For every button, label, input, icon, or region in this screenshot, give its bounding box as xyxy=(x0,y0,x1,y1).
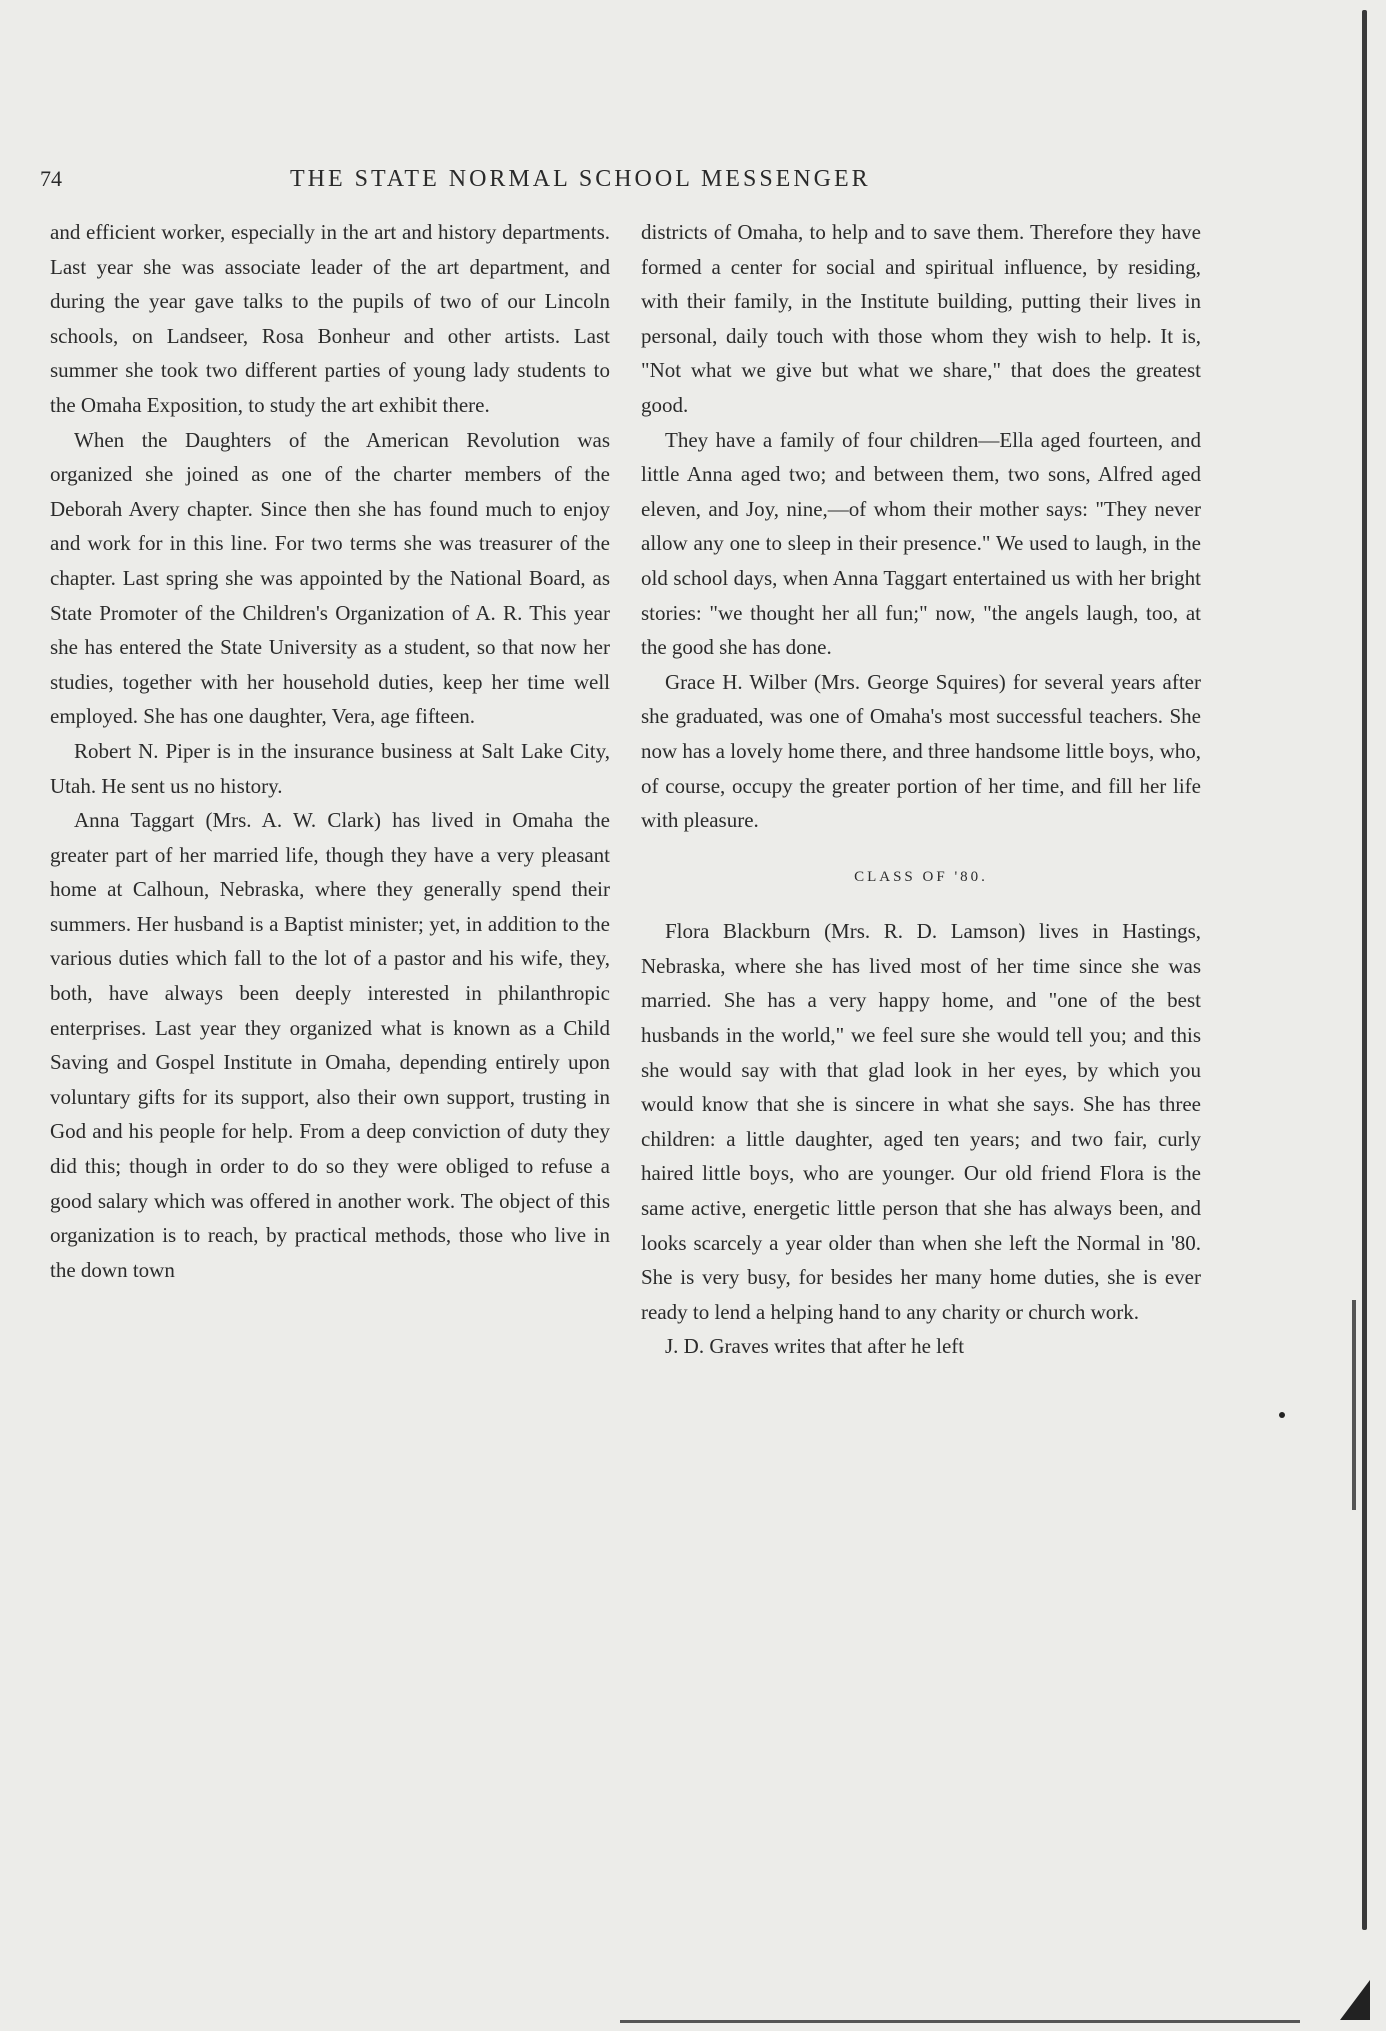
page-header xyxy=(40,166,1260,196)
right-binding-rule xyxy=(1362,10,1367,1930)
bottom-edge-rule xyxy=(620,2020,1300,2023)
corner-fold xyxy=(1340,1980,1370,2020)
right-paragraph-3: Grace H. Wilber (Mrs. George Squires) for several years after she graduated, was one of Omaha's most successful teachers. She now has a lovely home there, and three handsome little boys, who, of course, occupy the greater portion of her time, and fill her life with pleasure. xyxy=(641,669,1201,833)
left-paragraph-1: and efficient worker, especially in the art and history departments. Last year she was associate leader of the art department, and during the year gave talks to the pupils of two of our Lincoln schools, on Landseer, Rosa Bonheur and other artists. Last summer she took two different parties of young lady students to the Omaha Exposition, to study the art exhibit there. xyxy=(50,220,610,417)
right-paragraph-1: districts of Omaha, to help and to save them. Therefore they have formed a center for social and spiritual influence, by residing, with their family, in the Institute building, putting their lives in personal, daily touch with those whom they wish to help. It is, "Not what we give but what we share," that does the greatest good. xyxy=(641,220,1201,417)
class-heading: CLASS OF '80. xyxy=(854,868,988,885)
left-paragraph-3: Robert N. Piper is in the insurance business at Salt Lake City, Utah. He sent us no history. xyxy=(50,738,610,798)
right-margin-mark xyxy=(1352,1300,1356,1510)
right-paragraph-2: They have a family of four children—Ella aged fourteen, and little Anna aged two; and between them, two sons, Alfred aged eleven, and Joy, nine,—of whom their mother says: "They never allow any one to sleep in their presence." We used to laugh, in the old school days, when Anna Taggart entertained us with her bright stories: "we thought her all fun;" now, "the angels laugh, too, at the good she has done. xyxy=(641,427,1201,660)
left-column xyxy=(50,215,610,1287)
right-paragraph-4: Flora Blackburn (Mrs. R. D. Lamson) lives in Hastings, Nebraska, where she has lived most of her time since she was married. She has a very happy home, and "one of the best husbands in the world," we feel sure she would tell you; and this she would say with that glad look in her eyes, by which you would know that she is sincere in what she says. She has three children: a little daughter, aged ten years; and two fair, curly haired little boys, who are younger. Our old friend Flora is the same active, energetic little person that she has always been, and looks scarcely a year older than when she left the Normal in '80. She is very busy, for besides her many home duties, she is ever ready to lend a helping hand to any charity or church work. xyxy=(641,919,1201,1324)
left-paragraph-4: Anna Taggart (Mrs. A. W. Clark) has lived in Omaha the greater part of her married life, though they have a very pleasant home at Calhoun, Nebraska, where they generally spend their summers. Her husband is a Baptist minister; yet, in addition to the various duties which fall to the lot of a pastor and his wife, they, both, have always been deeply interested in philanthropic enterprises. Last year they organized what is known as a Child Saving and Gospel Institute in Omaha, depending entirely upon voluntary gifts for its support, also their own support, trusting in God and his people for help. From a deep conviction of duty they did this; though in order to do so they were obliged to refuse a good salary which was offered in another work. The object of this organization is to reach, by practical methods, those who live in the down town xyxy=(50,808,610,1282)
left-paragraph-2: When the Daughters of the American Revolution was organized she joined as one of the charter members of the Deborah Avery chapter. Since then she has found much to enjoy and work for in this line. For two terms she was treasurer of the chapter. Last spring she was appointed by the National Board, as State Promoter of the Children's Organization of A. R. This year she has entered the State University as a student, so that now her studies, together with her household duties, keep her time well employed. She has one daughter, Vera, age fifteen. xyxy=(50,427,610,729)
ink-dot xyxy=(1279,1412,1285,1418)
right-column xyxy=(641,215,1201,1364)
page-number: 74 xyxy=(40,166,62,191)
running-title: THE STATE NORMAL SCHOOL MESSENGER xyxy=(290,166,871,192)
right-paragraph-5: J. D. Graves writes that after he left xyxy=(665,1334,965,1359)
